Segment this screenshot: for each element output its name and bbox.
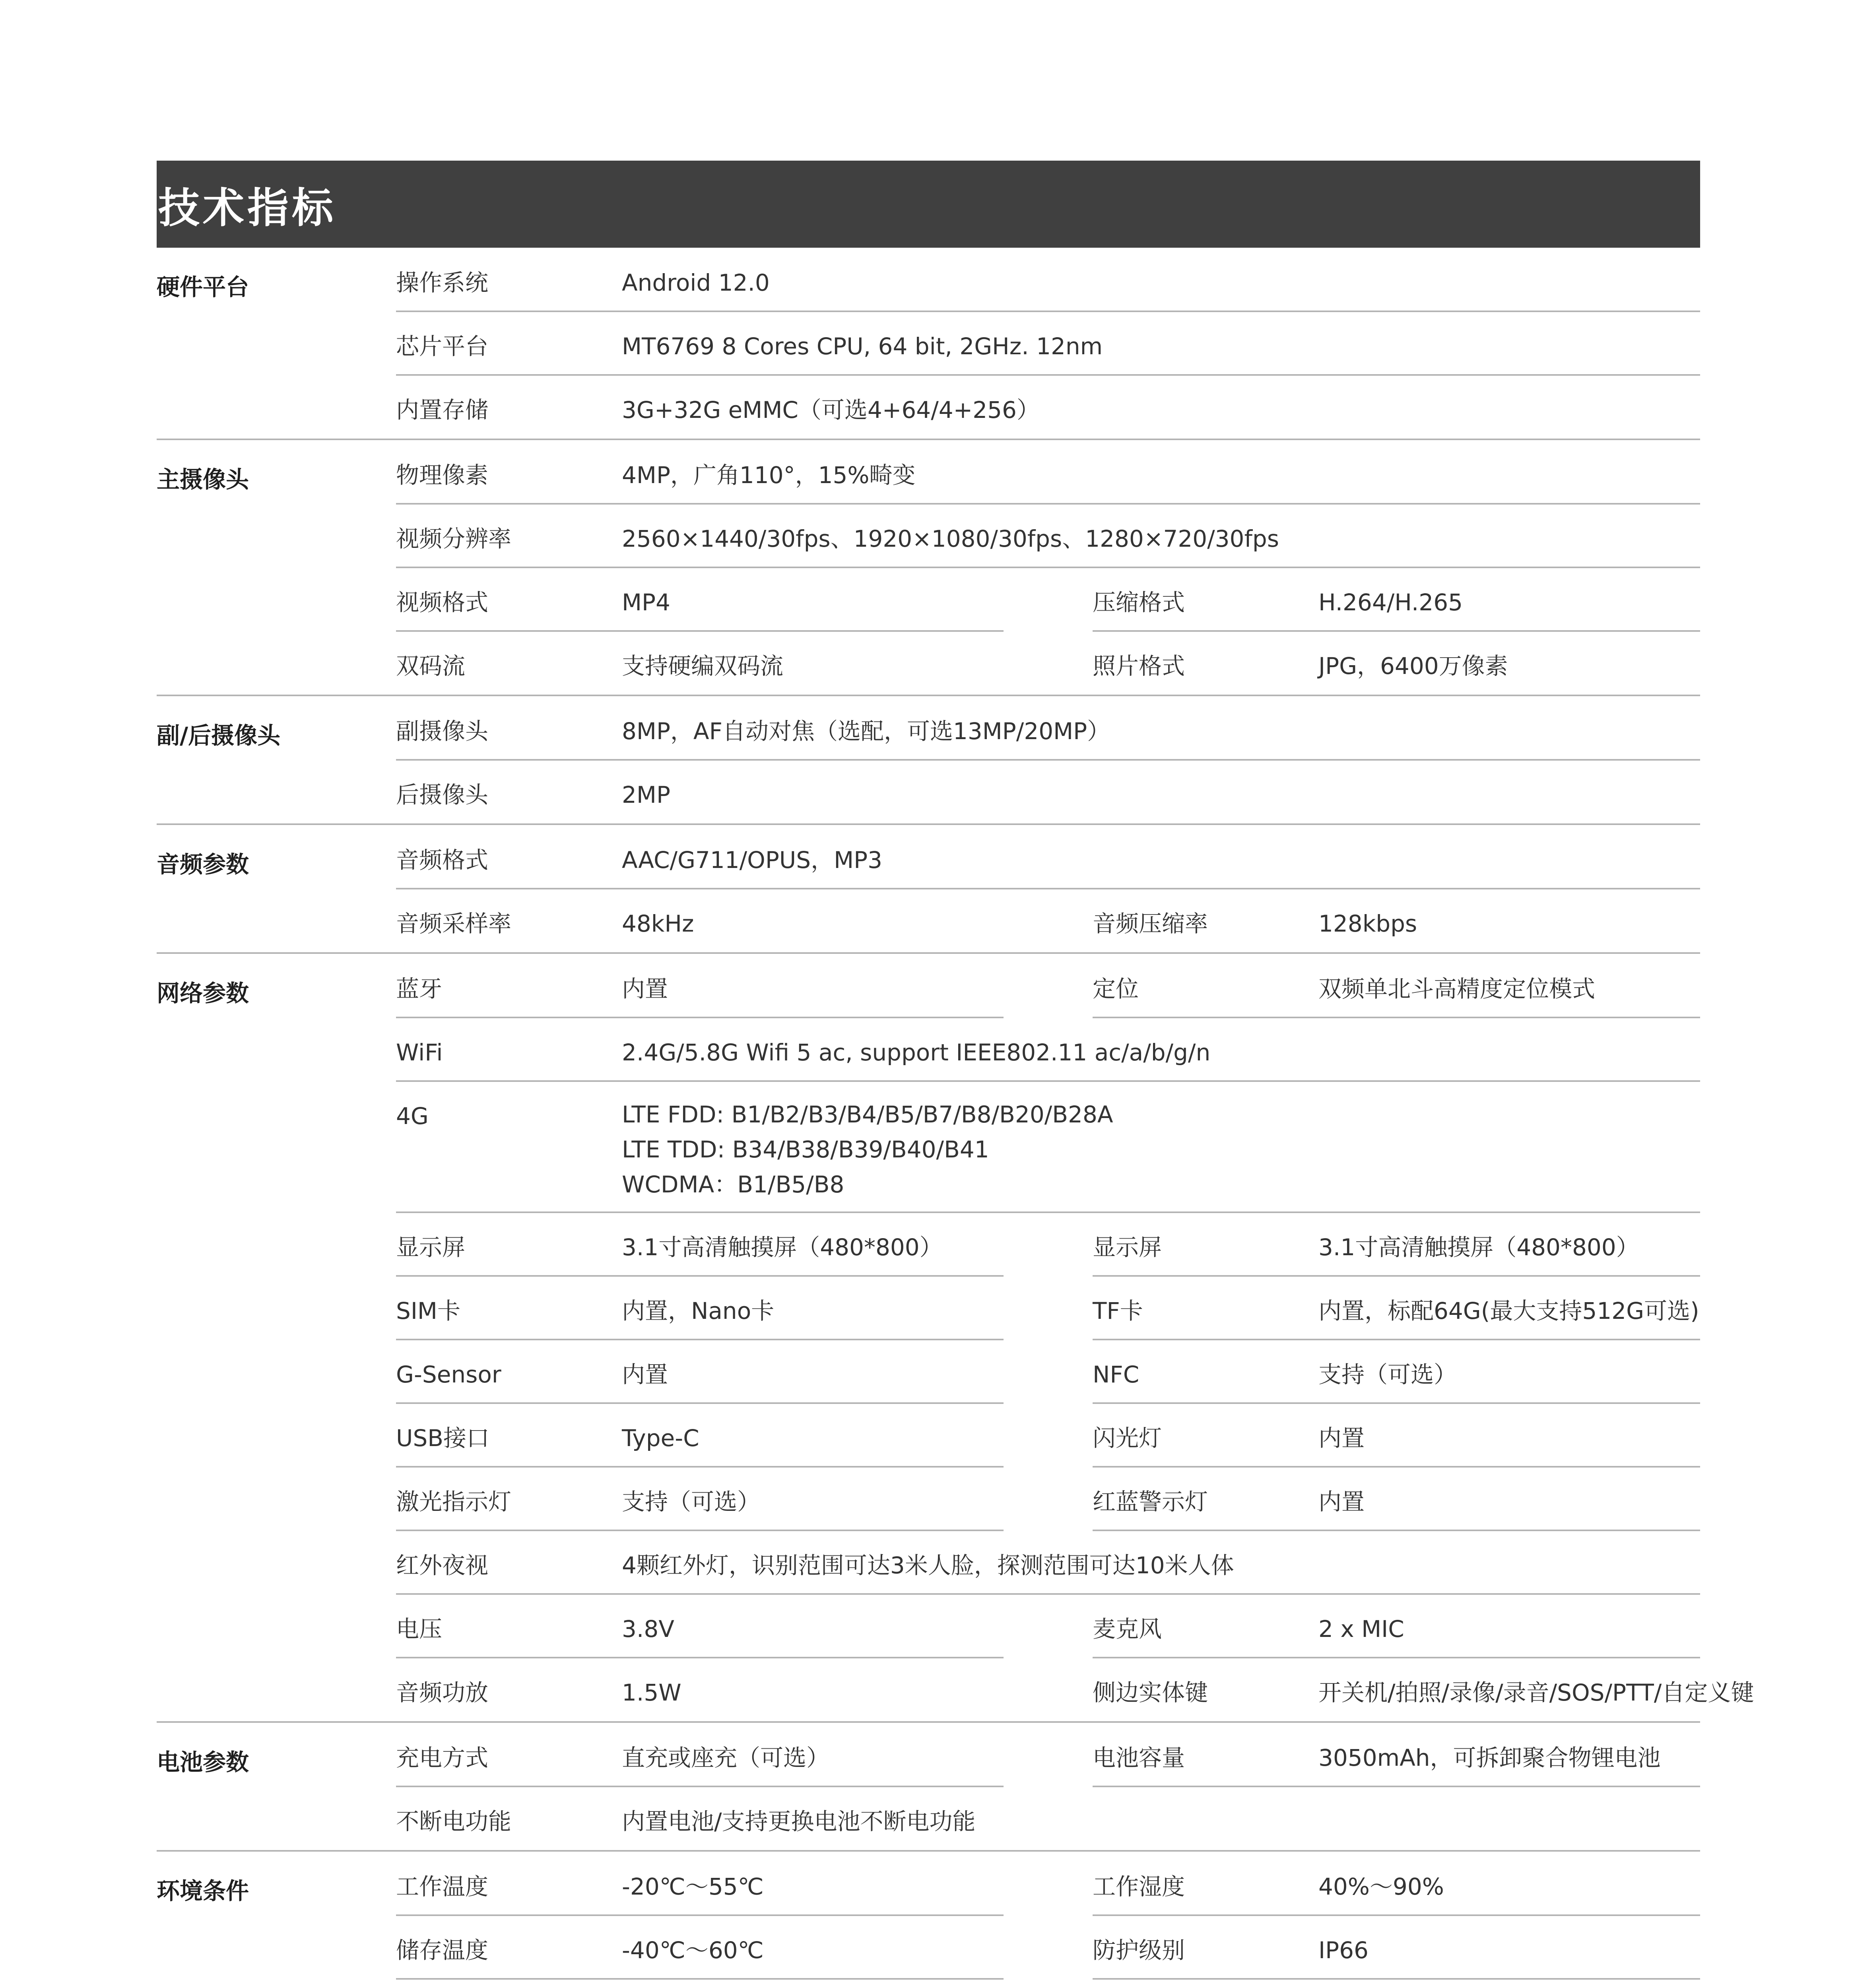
spec-group-label: 主摄像头	[157, 466, 249, 493]
row-divider-left	[396, 1017, 1004, 1018]
spec-key: 不断电功能	[396, 1808, 512, 1835]
row-divider-right	[1093, 1657, 1700, 1658]
spec-value: 3.8V	[622, 1615, 674, 1642]
spec-value: 1.5W	[622, 1679, 681, 1706]
row-divider-right	[1093, 1402, 1700, 1404]
spec-row	[396, 1658, 1754, 1721]
spec-value: 4颗红外灯，识别范围可达3米人脸，探测范围可达10米人体	[622, 1552, 1234, 1579]
spec-value: 2MP	[622, 781, 670, 808]
spec-value: 直充或座充（可选）	[622, 1744, 830, 1771]
spec-value: 2.4G/5.8G Wifi 5 ac, support IEEE802.11 ac/a/b/g/n	[622, 1039, 1211, 1066]
spec-value-secondary: 40%～90%	[1318, 1873, 1444, 1900]
spec-key-secondary: 红蓝警示灯	[1093, 1488, 1208, 1515]
spec-row	[396, 440, 1700, 504]
spec-value: 8MP，AF自动对焦（选配，可选13MP/20MP）	[622, 718, 1110, 745]
spec-key: 后摄像头	[396, 781, 489, 808]
spec-value: 内置，Nano卡	[622, 1297, 775, 1324]
spec-row	[396, 1081, 1700, 1212]
spec-key: 红外夜视	[396, 1552, 489, 1579]
spec-row	[396, 311, 1700, 375]
spec-key: 储存温度	[396, 1937, 489, 1964]
spec-key: 副摄像头	[396, 718, 489, 745]
row-divider-right	[1093, 1786, 1700, 1787]
spec-header-bar	[157, 161, 1700, 248]
spec-key: G-Sensor	[396, 1361, 501, 1388]
spec-value: 3.1寸高清触摸屏（480*800）	[622, 1234, 943, 1261]
spec-value-secondary: 2 x MIC	[1318, 1615, 1404, 1642]
spec-table	[157, 248, 1754, 1988]
spec-row	[396, 825, 1700, 889]
spec-key-secondary: 麦克风	[1093, 1615, 1162, 1642]
spec-key: 音频格式	[396, 846, 489, 874]
spec-value: 支持（可选）	[622, 1488, 761, 1515]
row-divider-left	[396, 1402, 1004, 1404]
spec-key: 芯片平台	[396, 333, 489, 360]
spec-row	[396, 504, 1700, 567]
spec-key-secondary: 侧边实体键	[1093, 1679, 1208, 1706]
spec-key-secondary: 定位	[1093, 975, 1139, 1002]
spec-key: 操作系统	[396, 269, 489, 296]
row-divider-right	[1093, 630, 1700, 632]
spec-group	[157, 248, 1700, 439]
spec-value: 内置电池/支持更换电池不断电功能	[622, 1808, 976, 1835]
row-divider-right	[1093, 1978, 1700, 1980]
spec-value-secondary: 128kbps	[1318, 910, 1417, 937]
spec-key: 激光指示灯	[396, 1488, 512, 1515]
spec-value: 48kHz	[622, 910, 694, 937]
spec-key-secondary: 音频压缩率	[1093, 910, 1208, 937]
spec-row	[396, 1723, 1700, 1786]
spec-value-secondary: JPG，6400万像素	[1318, 652, 1508, 679]
spec-key: USB接口	[396, 1425, 490, 1452]
spec-value: -20℃～55℃	[622, 1873, 764, 1900]
spec-key-secondary: 工作湿度	[1093, 1873, 1185, 1900]
spec-group-label: 硬件平台	[157, 274, 249, 301]
spec-key: 音频采样率	[396, 910, 512, 937]
spec-key: 显示屏	[396, 1234, 466, 1261]
spec-value-secondary: H.264/H.265	[1318, 589, 1463, 616]
spec-value-secondary: IP66	[1318, 1937, 1369, 1964]
spec-key: 双码流	[396, 652, 466, 679]
spec-key-secondary: 显示屏	[1093, 1234, 1162, 1261]
spec-value: 4MP，广角110°，15%畸变	[622, 462, 916, 489]
row-divider-right	[1093, 1339, 1700, 1340]
spec-row	[396, 248, 1700, 311]
spec-value: 支持硬编双码流	[622, 652, 784, 679]
spec-key-secondary: 电池容量	[1093, 1744, 1185, 1771]
spec-group-label: 环境条件	[157, 1877, 249, 1905]
spec-key: 物理像素	[396, 462, 489, 489]
spec-value: AAC/G711/OPUS，MP3	[622, 846, 882, 874]
row-divider-left	[396, 1339, 1004, 1340]
row-divider-right	[1093, 1275, 1700, 1277]
spec-value: Android 12.0	[622, 269, 770, 296]
spec-value: 3G+32G eMMC（可选4+64/4+256）	[622, 396, 1040, 423]
spec-row	[396, 375, 1700, 439]
spec-row	[396, 1403, 1700, 1467]
spec-key: 工作温度	[396, 1873, 489, 1900]
spec-value: MT6769 8 Cores CPU, 64 bit, 2GHz. 12nm	[622, 333, 1103, 360]
spec-key-secondary: 闪光灯	[1093, 1425, 1162, 1452]
spec-value-secondary: 3050mAh，可拆卸聚合物锂电池	[1318, 1744, 1661, 1771]
spec-key: 视频格式	[396, 589, 489, 616]
spec-value: Type-C	[622, 1425, 699, 1452]
row-divider-left	[396, 1466, 1004, 1468]
spec-row	[396, 1594, 1700, 1658]
spec-group-label: 音频参数	[157, 851, 249, 878]
row-divider-left	[396, 1786, 1004, 1787]
spec-row	[396, 1530, 1700, 1594]
spec-key: 电压	[396, 1615, 443, 1642]
row-divider-right	[1093, 1466, 1700, 1468]
row-divider-left	[396, 1657, 1004, 1658]
spec-group	[157, 439, 1700, 695]
spec-row	[396, 1212, 1700, 1276]
spec-key: 内置存储	[396, 396, 489, 423]
spec-value-secondary: 内置	[1318, 1488, 1365, 1515]
row-divider-left	[396, 630, 1004, 632]
spec-group	[157, 952, 1754, 1721]
spec-group-label: 网络参数	[157, 980, 249, 1007]
spec-group	[157, 823, 1700, 952]
spec-key-secondary: NFC	[1093, 1361, 1140, 1388]
spec-value: 内置	[622, 1361, 668, 1388]
spec-key: 蓝牙	[396, 975, 443, 1002]
spec-group-label: 副/后摄像头	[157, 722, 281, 749]
spec-key: 视频分辨率	[396, 525, 512, 552]
spec-group	[157, 695, 1700, 823]
spec-row	[396, 1276, 1700, 1340]
spec-value: 2560×1440/30fps、1920×1080/30fps、1280×720/30fps	[622, 525, 1279, 552]
spec-key-secondary: 压缩格式	[1093, 589, 1185, 616]
spec-key-secondary: 防护级别	[1093, 1937, 1185, 1964]
spec-key-secondary: 照片格式	[1093, 652, 1185, 679]
spec-value: MP4	[622, 589, 670, 616]
row-divider-right	[1093, 1017, 1700, 1018]
spec-row	[396, 567, 1700, 631]
spec-row	[396, 1852, 1700, 1915]
spec-value: -40℃～60℃	[622, 1937, 764, 1964]
spec-group	[157, 1850, 1700, 1988]
spec-key: WiFi	[396, 1039, 443, 1066]
spec-group	[157, 1721, 1700, 1850]
spec-value-secondary: 双频单北斗高精度定位模式	[1318, 975, 1596, 1002]
spec-key: SIM卡	[396, 1297, 460, 1324]
spec-value: 内置	[622, 975, 668, 1002]
spec-row	[396, 954, 1700, 1017]
spec-group-label: 电池参数	[157, 1749, 249, 1776]
spec-row	[396, 631, 1700, 695]
spec-value-secondary: 内置，标配64G(最大支持512G可选)	[1318, 1297, 1699, 1324]
spec-row	[396, 1467, 1700, 1530]
row-divider-left	[396, 1914, 1004, 1916]
spec-row	[396, 1786, 1700, 1850]
spec-key: 充电方式	[396, 1744, 489, 1771]
spec-key-secondary: TF卡	[1093, 1297, 1143, 1324]
spec-row	[396, 1017, 1700, 1081]
row-divider-right	[1093, 1914, 1700, 1916]
spec-value-secondary: 开关机/拍照/录像/录音/SOS/PTT/自定义键	[1318, 1679, 1754, 1706]
spec-row	[396, 889, 1700, 952]
spec-value-secondary: 内置	[1318, 1425, 1365, 1452]
spec-row	[396, 1915, 1700, 1979]
spec-row	[396, 760, 1700, 823]
row-divider-left	[396, 1978, 1004, 1980]
row-divider-left	[396, 1530, 1004, 1531]
spec-row	[396, 1979, 1700, 1988]
spec-key: 音频功放	[396, 1679, 489, 1706]
spec-value-secondary: 支持（可选）	[1318, 1361, 1457, 1388]
spec-title: 技术指标	[158, 183, 337, 232]
spec-value-secondary: 3.1寸高清触摸屏（480*800）	[1318, 1234, 1639, 1261]
row-divider-left	[396, 1275, 1004, 1277]
spec-value: LTE FDD: B1/B2/B3/B4/B5/B7/B8/B20/B28A LTE TDD: B34/B38/B39/B40/B41 WCDMA：B1/B5/B8	[622, 1101, 1113, 1198]
row-divider-right	[1093, 1530, 1700, 1531]
spec-row	[396, 1340, 1700, 1403]
spec-row	[396, 696, 1700, 760]
spec-key: 4G	[396, 1103, 429, 1130]
